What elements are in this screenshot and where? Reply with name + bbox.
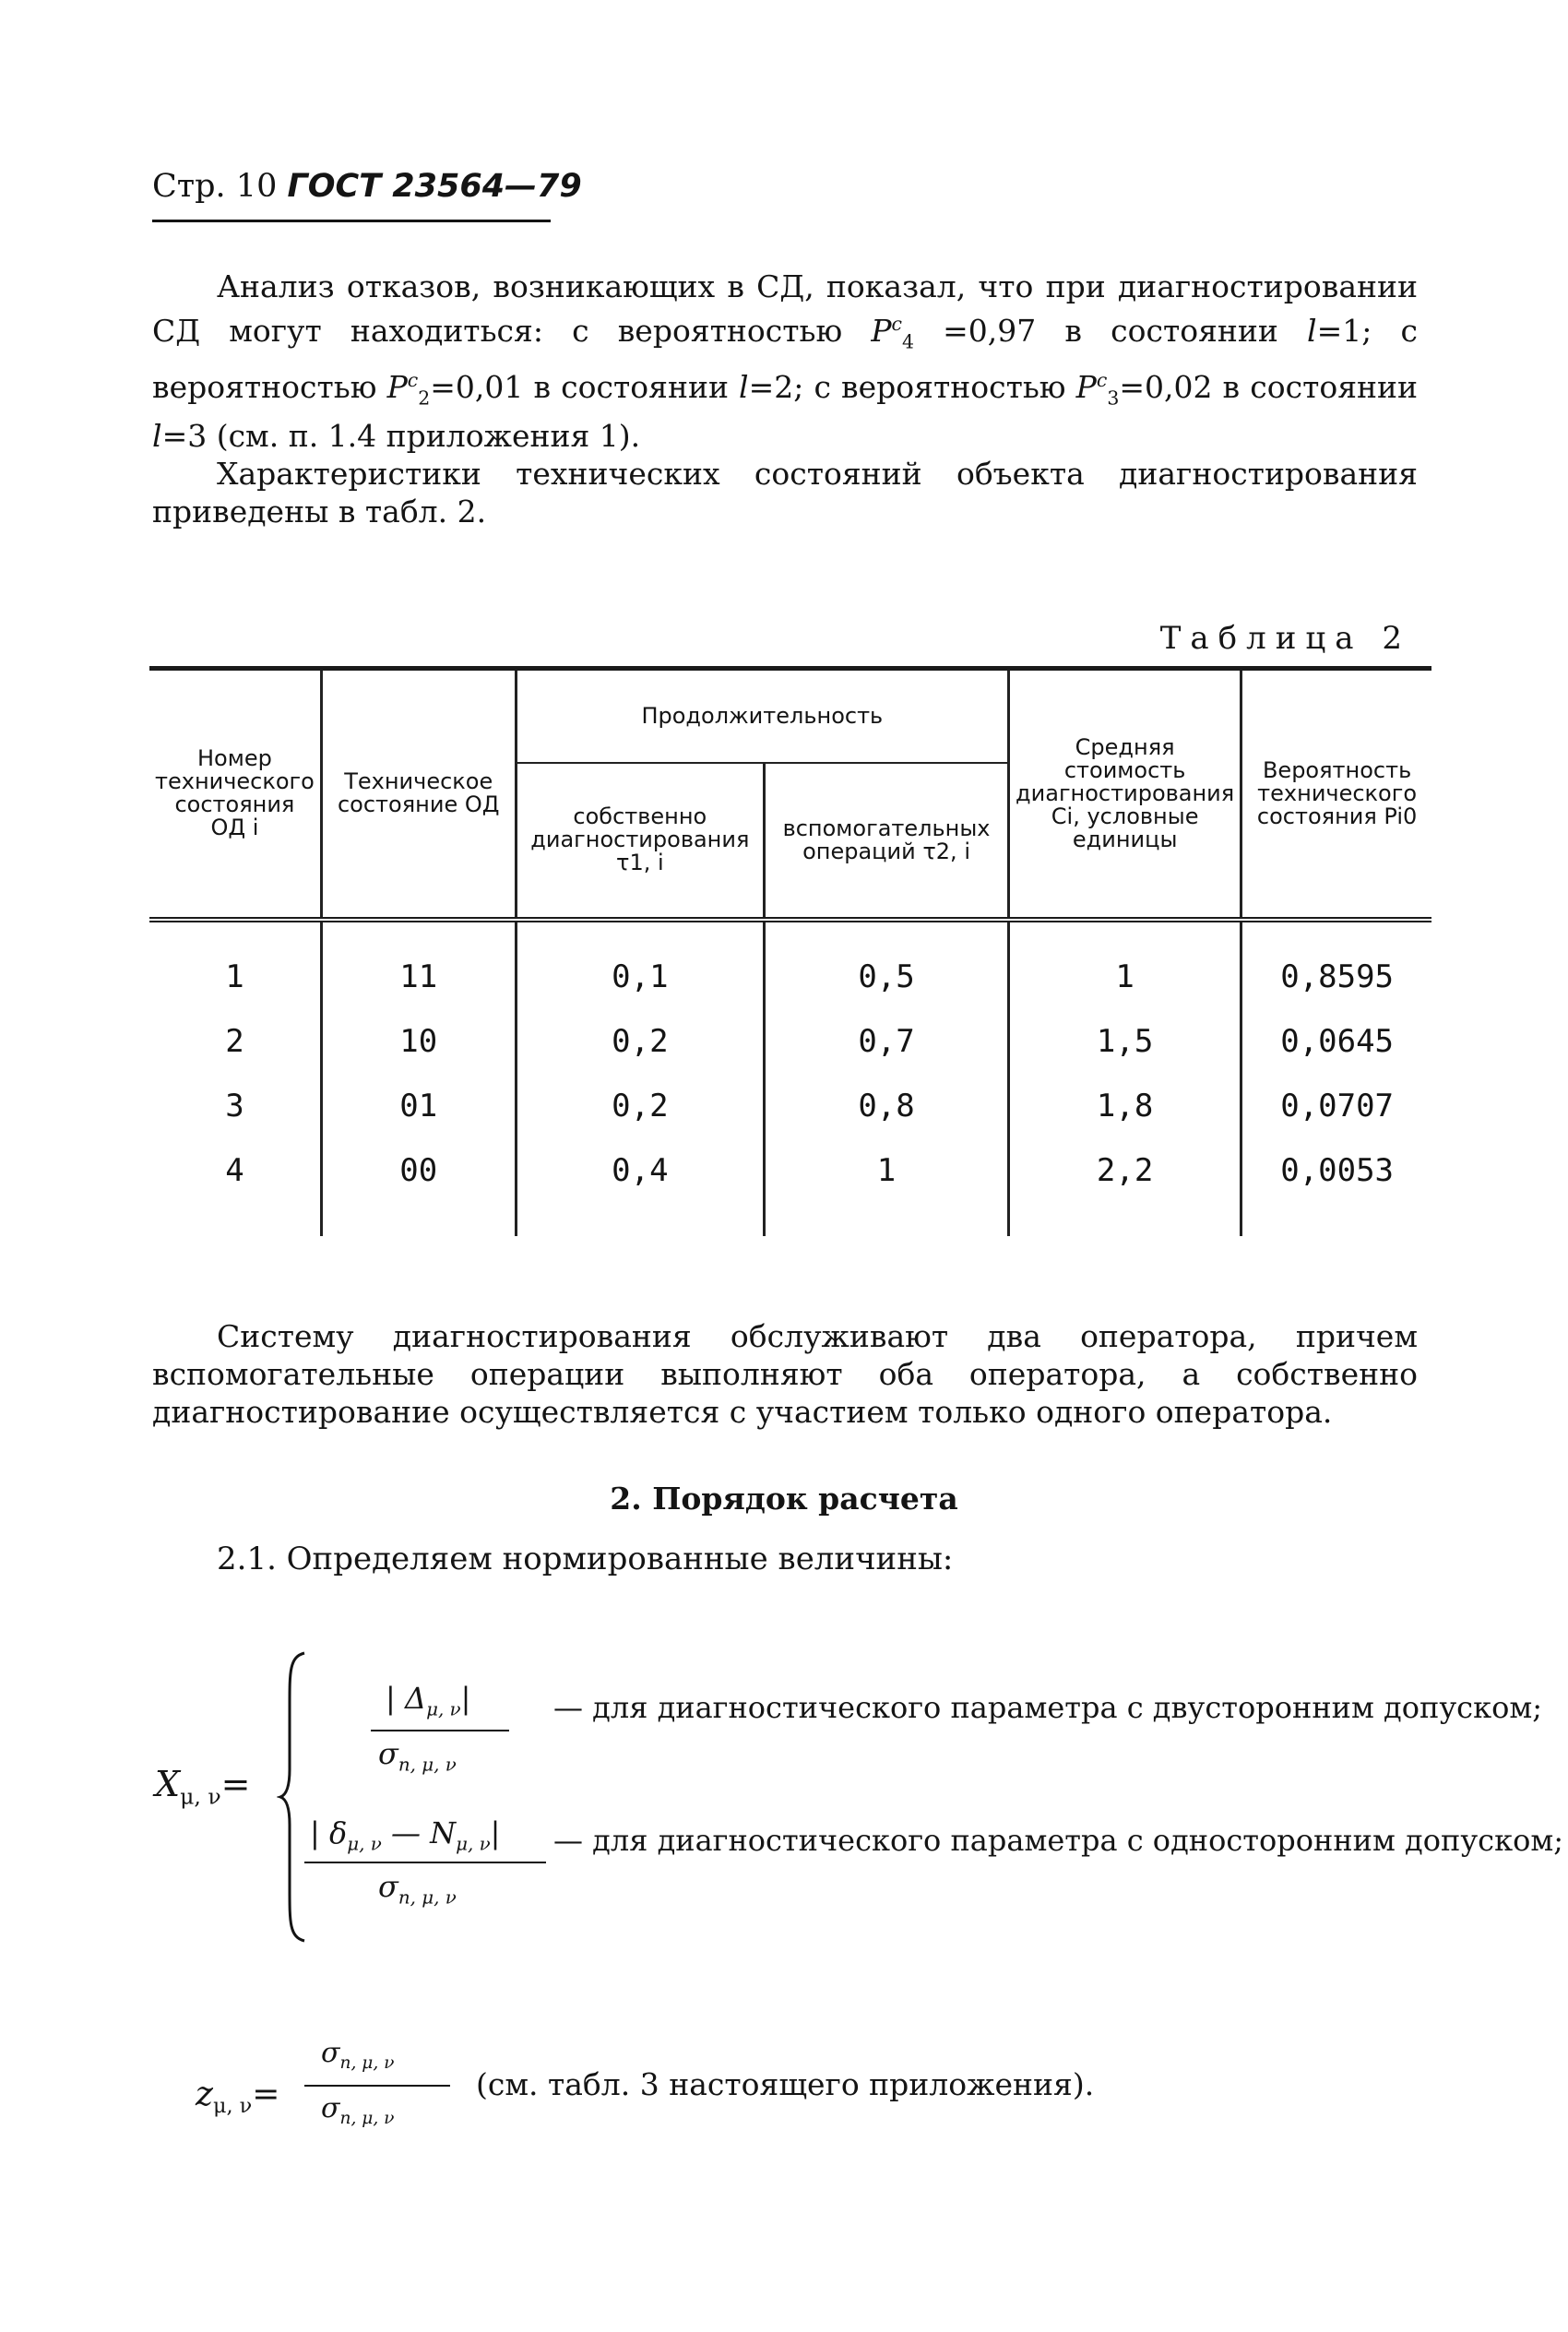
frac3-line bbox=[304, 2085, 450, 2087]
col-header-state-number: Номер технического состояния ОД i bbox=[149, 669, 321, 920]
frac2-line bbox=[304, 1862, 546, 1863]
cell-cost: 1,8 bbox=[1009, 1074, 1241, 1138]
cell-diag-duration: 0,2 bbox=[516, 1009, 764, 1074]
page-header bbox=[152, 168, 582, 205]
frac1-line bbox=[371, 1730, 509, 1731]
cell-probability: 0,8595 bbox=[1241, 920, 1431, 1009]
cell-diag-duration: 0,1 bbox=[516, 920, 764, 1009]
cell-state-number: 1 bbox=[149, 920, 321, 1009]
cell-probability: 0,0053 bbox=[1241, 1138, 1431, 1236]
step-2-1: 2.1. Определяем нормированные величины: bbox=[217, 1541, 954, 1577]
table-row bbox=[149, 1009, 1431, 1074]
standard-title: ГОСТ 23564—79 bbox=[287, 168, 582, 205]
cell-state: 01 bbox=[321, 1074, 516, 1138]
cell-probability: 0,0707 bbox=[1241, 1074, 1431, 1138]
page-number: Стр. 10 bbox=[152, 168, 278, 205]
operators-text: Систему диагностирования обслуживают два оператора, причем вспомогательные операции выполняют оба оператора, а собственно диагностирование осуществляется с участием только одного оператора. bbox=[152, 1318, 1418, 1430]
table-caption: Таблица 2 bbox=[1159, 620, 1411, 657]
formula-z-note: (см. табл. 3 настоящего приложения). bbox=[476, 2066, 1095, 2102]
formula-x-desc-one-sided: — для диагностического параметра с односторонним допуском; bbox=[553, 1823, 1564, 1858]
cell-cost: 2,2 bbox=[1009, 1138, 1241, 1236]
col-header-state: Техническое состояние ОД bbox=[321, 669, 516, 920]
cell-aux-duration: 0,8 bbox=[765, 1074, 1009, 1138]
table-row bbox=[149, 1138, 1431, 1236]
formula-z-lhs: $z_{\mu, \nu}=$ bbox=[196, 2076, 280, 2119]
table-row bbox=[149, 920, 1431, 1009]
cell-state-number: 3 bbox=[149, 1074, 321, 1138]
intro-text-1: Анализ отказов, возникающих в СД, показал, что при диагностировании СД могут находиться: с вероятностью $P^c_4 =0,97$ в состоянии l=1; с вероятностью $P^c_2=0,01$ в состоянии l=2; с вероятностью $P^c_3=0,02$ в состоянии l=3 (см. п. 1.4 приложения 1). bbox=[152, 268, 1418, 455]
header-rule bbox=[152, 220, 551, 222]
cell-aux-duration: 0,5 bbox=[765, 920, 1009, 1009]
curly-brace-icon bbox=[277, 1649, 314, 1945]
col-header-aux-duration: вспомогательных операций τ2, i bbox=[765, 763, 1009, 920]
table-row bbox=[149, 1074, 1431, 1138]
cell-state: 11 bbox=[321, 920, 516, 1009]
cell-diag-duration: 0,2 bbox=[516, 1074, 764, 1138]
col-header-diag-duration: собственно диагностирования τ1, i bbox=[516, 763, 764, 920]
frac2-denominator: $\sigma_{n, \mu, \nu}$ bbox=[378, 1869, 457, 1909]
formula-x-lhs: $X_{\mu, \nu}=$ bbox=[155, 1764, 251, 1810]
cell-cost: 1,5 bbox=[1009, 1009, 1241, 1074]
table-2 bbox=[149, 666, 1431, 1236]
frac1-denominator: $\sigma_{n, \mu, \nu}$ bbox=[378, 1736, 457, 1776]
col-header-duration: Продолжительность bbox=[516, 669, 1008, 763]
cell-state: 10 bbox=[321, 1009, 516, 1074]
frac3-denominator: $\sigma_{n, \mu, \nu}$ bbox=[321, 2092, 395, 2128]
cell-cost: 1 bbox=[1009, 920, 1241, 1009]
frac1-numerator: | $\Delta_{\mu, \nu}|$ bbox=[386, 1681, 471, 1720]
cell-diag-duration: 0,4 bbox=[516, 1138, 764, 1236]
cell-state-number: 2 bbox=[149, 1009, 321, 1074]
frac3-numerator: $\sigma_{n, \mu, \nu}$ bbox=[321, 2037, 395, 2073]
intro-paragraph bbox=[152, 268, 1418, 530]
col-header-probability: Вероятность технического состояния Pi0 bbox=[1241, 669, 1431, 920]
cell-aux-duration: 0,7 bbox=[765, 1009, 1009, 1074]
operators-paragraph bbox=[152, 1317, 1418, 1431]
section-title: 2. Порядок расчета bbox=[610, 1481, 958, 1517]
cell-aux-duration: 1 bbox=[765, 1138, 1009, 1236]
cell-probability: 0,0645 bbox=[1241, 1009, 1431, 1074]
cell-state-number: 4 bbox=[149, 1138, 321, 1236]
col-header-cost: Средняя стоимость диагностирования Ci, условные единицы bbox=[1009, 669, 1241, 920]
cell-state: 00 bbox=[321, 1138, 516, 1236]
frac2-numerator: | $\delta_{\mu, \nu}$ — $N_{\mu, \nu}|$ bbox=[310, 1815, 501, 1855]
intro-text-2: Характеристики технических состояний объекта диагностирования приведены в табл. 2. bbox=[152, 456, 1418, 530]
formula-x-desc-two-sided: — для диагностического параметра с двусторонним допуском; bbox=[553, 1690, 1543, 1725]
